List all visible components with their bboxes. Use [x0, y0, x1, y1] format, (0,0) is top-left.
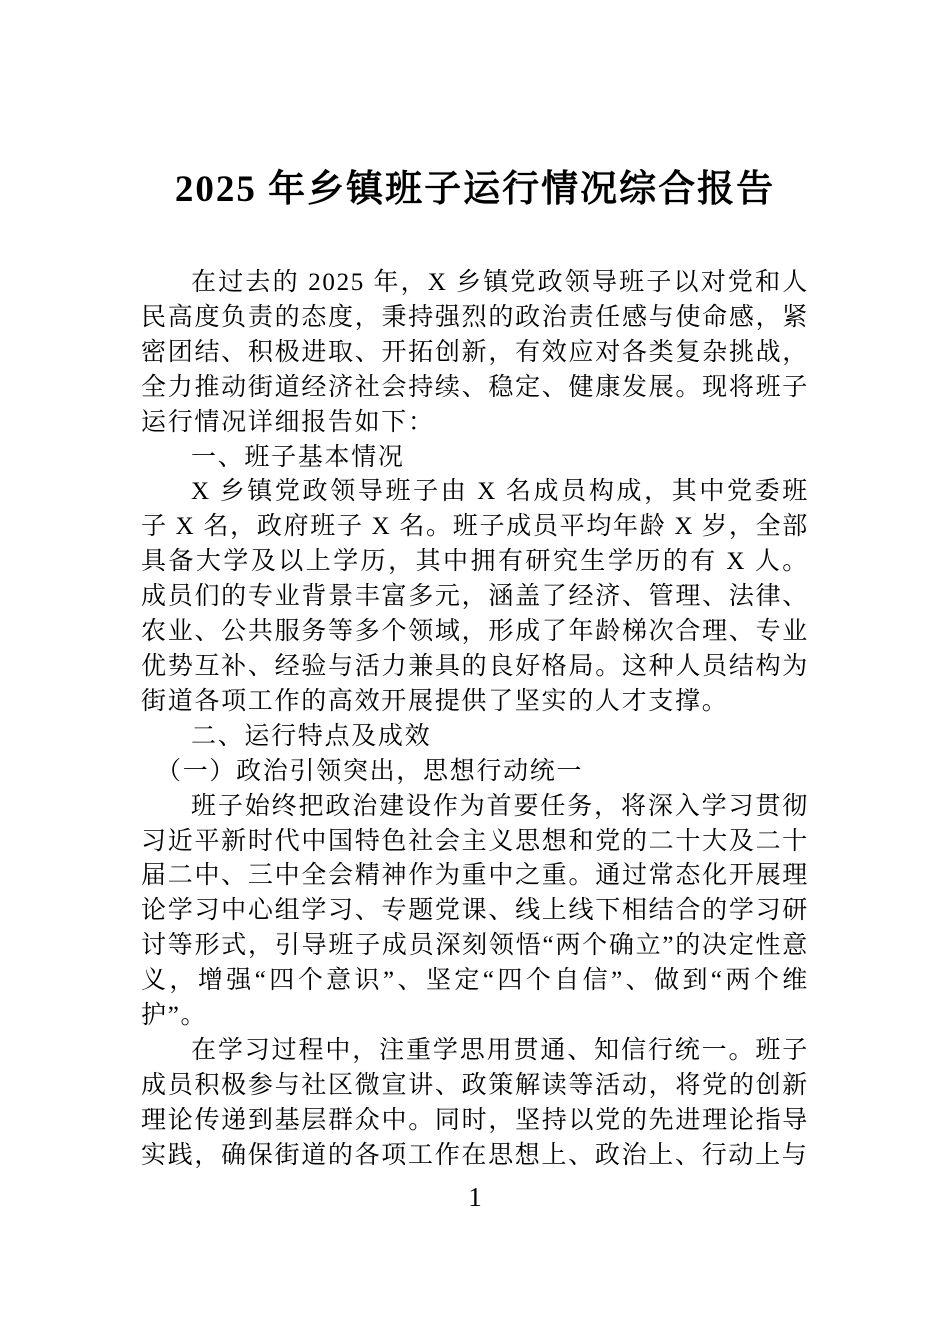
heading-section-1: 一、班子基本情况 [191, 443, 405, 471]
heading-section-2: 二、运行特点及成效 [191, 722, 432, 750]
report-title: 2025 年乡镇班子运行情况综合报告 [174, 169, 776, 210]
paragraph-team-composition: X 乡镇党政领导班子由 X 名成员构成，其中党委班子 X 名，政府班子 X 名。班子成员平均年龄 X 岁，全部具备大学及以上学历，其中拥有研究生学历的有 X 人。成员们的专业背景丰富多元，涵盖了经济、管理、法律、农业、公共服务等多个领域，形成了年龄梯次合理、专业优势互补、经验与活力兼具的良好格局。这种人员结构为街道各项工作的高效开展提供了坚实的人才支撑。 [141, 478, 809, 715]
subheading-section-2-1: （一）政治引领突出，思想行动统一 [156, 757, 584, 785]
document-body [141, 266, 809, 1174]
paragraph-political-study: 班子始终把政治建设作为首要任务，将深入学习贯彻习近平新时代中国特色社会主义思想和党的二十大及二十届二中、三中全会精神作为重中之重。通过常态化开展理论学习中心组学习、专题党课、线上线下相结合的学习研讨等形式，引导班子成员深刻领悟“两个确立”的决定性意义，增强“四个意识”、坚定“四个自信”、做到“两个维护”。 [141, 792, 809, 1030]
paragraph-intro: 在过去的 2025 年，X 乡镇党政领导班子以对党和人民高度负责的态度，秉持强烈的政治责任感与使命感，紧密团结、积极进取、开拓创新，有效应对各类复杂挑战，全力推动街道经济社会持续、稳定、健康发展。现将班子运行情况详细报告如下： [141, 269, 809, 436]
page-number: 1 [468, 1182, 482, 1212]
paragraph-learning-practice: 在学习过程中，注重学思用贯通、知信行统一。班子成员积极参与社区微宣讲、政策解读等活动，将党的创新理论传递到基层群众中。同时，坚持以党的先进理论指导实践，确保街道的各项工作在思想上、政治上、行动上与 [141, 1036, 809, 1169]
